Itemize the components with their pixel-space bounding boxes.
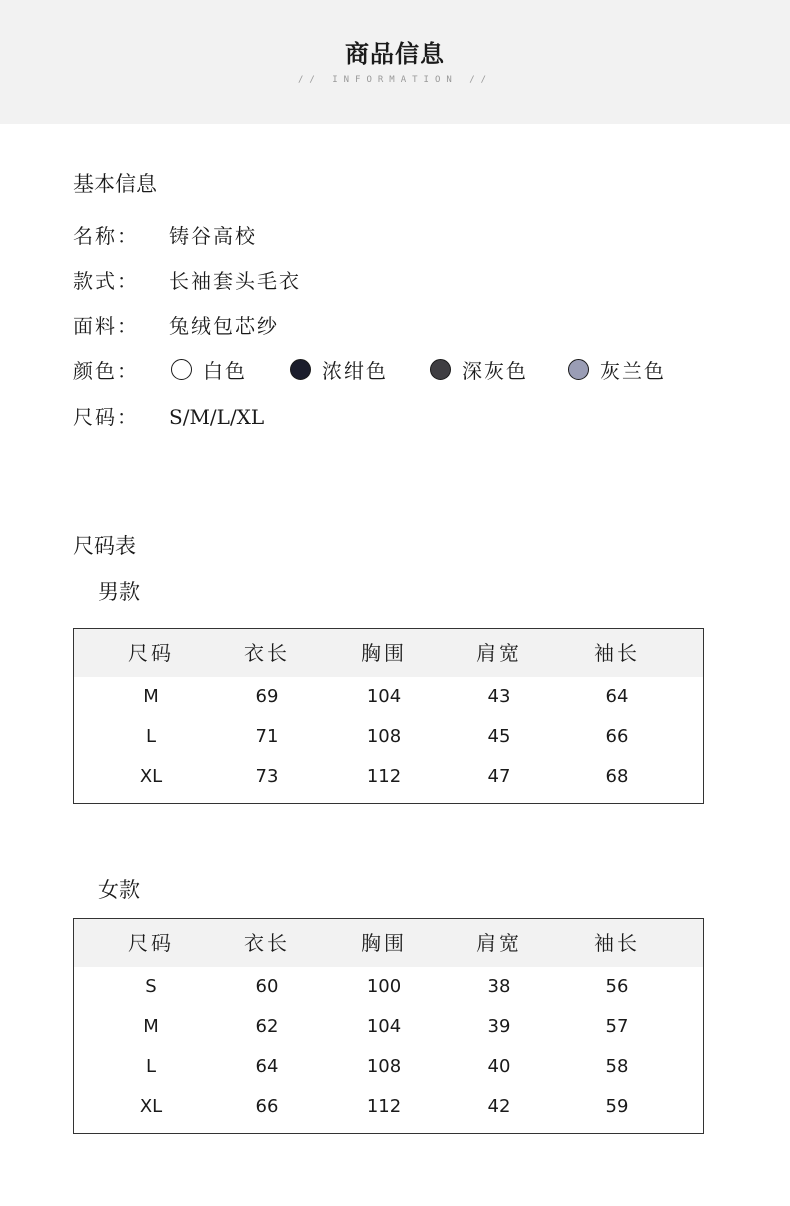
table-cell: 59 [605, 1096, 629, 1117]
table-cell: 56 [605, 976, 629, 997]
name-value: 铸谷高校 [169, 224, 257, 248]
info-row-name [73, 221, 753, 251]
color-name-gray-blue: 灰兰色 [600, 359, 666, 383]
info-row-fabric [73, 311, 753, 341]
fabric-label: 面料： [73, 314, 139, 338]
table-cell: 40 [487, 1056, 511, 1077]
table-cell: 104 [366, 686, 402, 707]
table-cell: 58 [605, 1056, 629, 1077]
page-title: 商品信息 [345, 40, 445, 68]
table-cell: L [145, 726, 157, 747]
table-cell: 112 [366, 766, 402, 787]
table-cell: 38 [487, 976, 511, 997]
size-chart-title: 尺码表 [73, 534, 136, 558]
table-cell: 57 [605, 1016, 629, 1037]
table-cell: 100 [366, 976, 402, 997]
table-cell: 47 [487, 766, 511, 787]
table-row [74, 757, 703, 797]
table-row [74, 717, 703, 757]
table-cell: M [143, 686, 159, 707]
info-row-style [73, 266, 753, 296]
table-cell: 39 [487, 1016, 511, 1037]
table-cell: XL [139, 766, 163, 787]
style-value: 长袖套头毛衣 [169, 269, 301, 293]
color-name-navy: 浓绀色 [322, 359, 388, 383]
color-swatch-navy [290, 359, 311, 380]
men-table-header [74, 629, 703, 677]
table-cell: 66 [255, 1096, 279, 1117]
table-row [74, 1007, 703, 1047]
table-cell: 64 [255, 1056, 279, 1077]
table-row [74, 1047, 703, 1087]
color-swatch-gray-blue [568, 359, 589, 380]
column-header: 袖长 [594, 931, 640, 955]
color-swatch-white [171, 359, 192, 380]
table-row [74, 1087, 703, 1127]
style-label: 款式： [73, 269, 139, 293]
table-cell: 104 [366, 1016, 402, 1037]
column-header: 衣长 [244, 931, 290, 955]
table-cell: M [143, 1016, 159, 1037]
table-cell: 71 [255, 726, 279, 747]
table-cell: 64 [605, 686, 629, 707]
women-size-table [73, 918, 704, 1134]
sizes-label: 尺码： [73, 405, 139, 429]
table-cell: 42 [487, 1096, 511, 1117]
color-name-white: 白色 [203, 359, 247, 383]
table-row [74, 677, 703, 717]
column-header: 肩宽 [476, 641, 522, 665]
sizes-value: S/M/L/XL [169, 405, 265, 429]
table-cell: 60 [255, 976, 279, 997]
fabric-value: 兔绒包芯纱 [169, 314, 279, 338]
column-header: 胸围 [361, 641, 407, 665]
column-header: 胸围 [361, 931, 407, 955]
table-cell: 68 [605, 766, 629, 787]
men-title: 男款 [98, 580, 140, 604]
table-cell: 73 [255, 766, 279, 787]
name-label: 名称： [73, 224, 139, 248]
table-cell: 66 [605, 726, 629, 747]
table-cell: XL [139, 1096, 163, 1117]
info-row-sizes [73, 402, 753, 432]
info-row-colors [73, 356, 753, 386]
page-subtitle: // INFORMATION // [297, 75, 493, 85]
column-header: 肩宽 [476, 931, 522, 955]
table-cell: S [145, 976, 157, 997]
column-header: 尺码 [128, 931, 174, 955]
men-size-table [73, 628, 704, 804]
basic-info-title: 基本信息 [73, 172, 157, 196]
table-cell: 43 [487, 686, 511, 707]
table-cell: 108 [366, 726, 402, 747]
table-cell: 69 [255, 686, 279, 707]
table-cell: 45 [487, 726, 511, 747]
table-cell: 112 [366, 1096, 402, 1117]
table-cell: 108 [366, 1056, 402, 1077]
table-cell: L [145, 1056, 157, 1077]
women-table-header [74, 919, 703, 967]
column-header: 尺码 [128, 641, 174, 665]
women-title: 女款 [98, 878, 140, 902]
column-header: 衣长 [244, 641, 290, 665]
table-row [74, 967, 703, 1007]
header-banner [0, 0, 790, 124]
color-swatch-dark-gray [430, 359, 451, 380]
table-cell: 62 [255, 1016, 279, 1037]
colors-label: 颜色： [73, 359, 139, 383]
color-name-dark-gray: 深灰色 [462, 359, 528, 383]
column-header: 袖长 [594, 641, 640, 665]
